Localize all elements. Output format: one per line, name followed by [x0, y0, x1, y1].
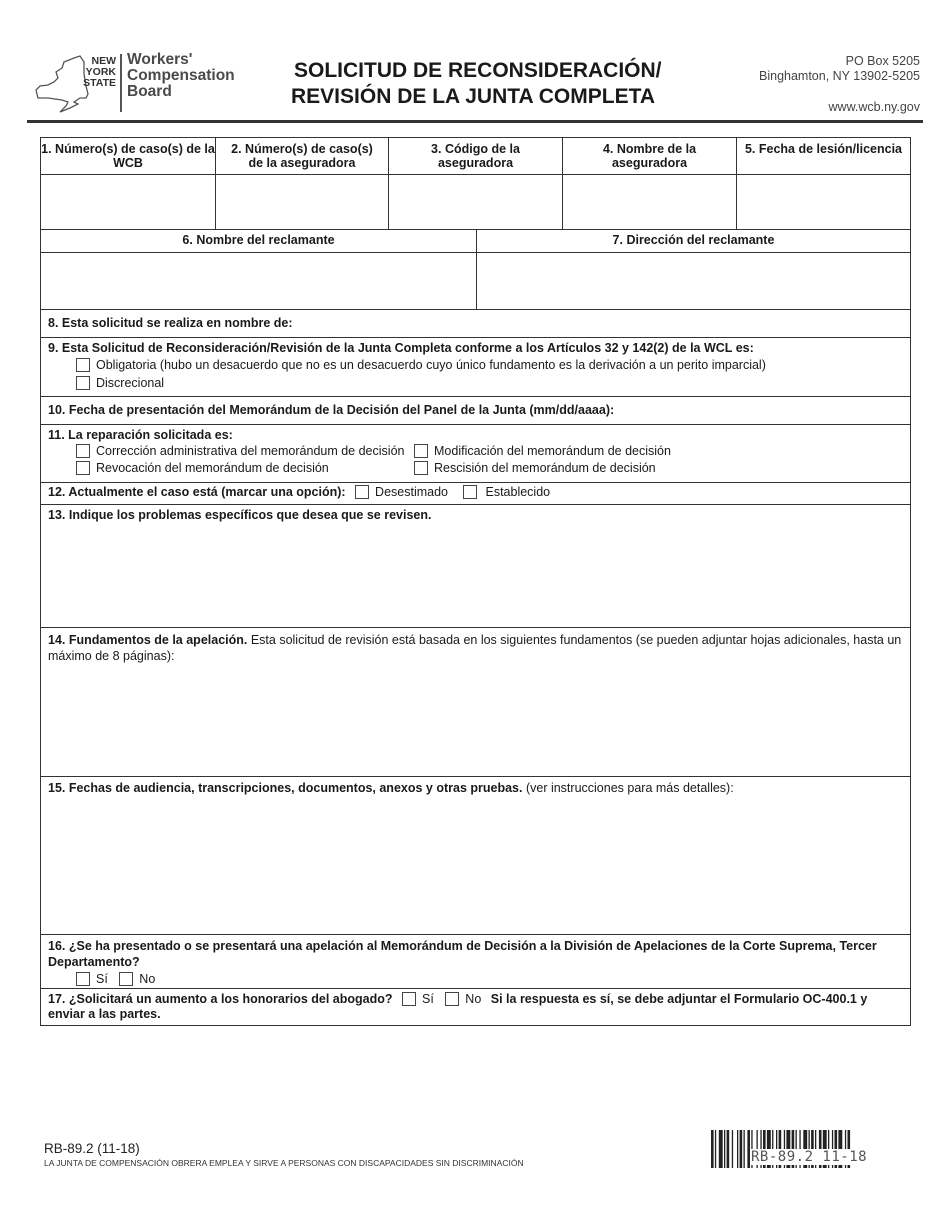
- wcb-case-number-header: 1. Número(s) de caso(s) de la WCB: [41, 138, 216, 174]
- relief-modification[interactable]: Modificación del memorándum de decisión: [414, 443, 671, 460]
- section-13-label: 13. Indique los problemas específicos que desea que se revisen.: [48, 508, 432, 522]
- section-16-label: 16. ¿Se ha presentado o se presentará una apelación al Memorándum de Decisión a la División de Apelaciones de la Corte Suprema, Tercer Departamento?: [48, 939, 877, 969]
- section-14-text: Esta solicitud de revisión está basada en los siguientes fundamentos (se pueden adjuntar hojas adicionales, hasta un máximo de 8 páginas):: [48, 633, 902, 663]
- case-established-option[interactable]: Establecido: [463, 485, 550, 499]
- section-10[interactable]: [40, 397, 911, 425]
- injury-date-field[interactable]: [737, 175, 910, 229]
- carrier-name-header: 4. Nombre de la aseguradora: [563, 138, 737, 174]
- mandatory-checkbox[interactable]: [76, 358, 90, 372]
- barcode-text: RB-89.2 11-18: [751, 1149, 868, 1165]
- logo-board-text: Workers' Compensation Board: [127, 51, 235, 100]
- section-11-label: 11. La reparación solicitada es:: [48, 428, 233, 442]
- section-9: [40, 338, 911, 397]
- wcb-logo: [34, 50, 244, 114]
- appeal-no-checkbox[interactable]: [119, 972, 133, 986]
- modification-checkbox[interactable]: [414, 444, 428, 458]
- form-header: [34, 50, 920, 118]
- appeal-yes-option[interactable]: Sí: [76, 972, 108, 986]
- carrier-case-number-header: 2. Número(s) de caso(s) de la aseguradora: [216, 138, 389, 174]
- carrier-code-header: 3. Código de la aseguradora: [389, 138, 563, 174]
- section-9-label: 9. Esta Solicitud de Reconsideración/Revisión de la Junta Completa conforme a los Artículos 32 y 142(2) de la WCL es:: [48, 341, 754, 355]
- section-12: [40, 483, 911, 505]
- fee-no-option[interactable]: No: [445, 992, 481, 1006]
- section-15[interactable]: [40, 777, 911, 935]
- section-17: [40, 989, 911, 1026]
- logo-divider: [120, 54, 122, 112]
- section-15-label: 15. Fechas de audiencia, transcripciones, documentos, anexos y otras pruebas.: [48, 781, 523, 795]
- section-16-options: [76, 970, 903, 988]
- appeal-no-option[interactable]: No: [119, 972, 155, 986]
- case-dismissed-option[interactable]: Desestimado: [355, 485, 448, 499]
- carrier-case-number-field[interactable]: [216, 175, 389, 229]
- admin-correction-checkbox[interactable]: [76, 444, 90, 458]
- section-9-option-mandatory[interactable]: Obligatoria (hubo un desacuerdo que no es un desacuerdo cuyo único fundamento es la derivación a un perito imparcial): [76, 356, 903, 374]
- relief-admin-correction[interactable]: Corrección administrativa del memorándum de decisión: [76, 443, 414, 460]
- section-14[interactable]: [40, 628, 911, 777]
- section-13[interactable]: [40, 505, 911, 628]
- established-checkbox[interactable]: [463, 485, 477, 499]
- non-discrimination-note: LA JUNTA DE COMPENSACIÓN OBRERA EMPLEA Y SIRVE A PERSONAS CON DISCAPACIDADES SIN DISCRIMINACIÓN: [44, 1158, 524, 1168]
- board-website[interactable]: www.wcb.ny.gov: [828, 100, 920, 114]
- section-8[interactable]: [40, 310, 911, 338]
- fee-no-checkbox[interactable]: [445, 992, 459, 1006]
- claimant-table: [40, 230, 911, 310]
- carrier-code-field[interactable]: [389, 175, 563, 229]
- discretionary-checkbox[interactable]: [76, 376, 90, 390]
- injury-date-header: 5. Fecha de lesión/licencia: [744, 142, 902, 156]
- section-17-label: 17. ¿Solicitará un aumento a los honorarios del abogado?: [48, 992, 393, 1006]
- section-17-note: Si la respuesta es sí, se debe adjuntar el Formulario OC-400.1 y enviar a las partes.: [48, 992, 868, 1021]
- board-address: PO Box 5205 Binghamton, NY 13902-5205: [759, 54, 920, 83]
- form-body: [40, 137, 911, 1026]
- form-code: RB-89.2 (11-18): [44, 1141, 140, 1156]
- relief-rescission[interactable]: Rescisión del memorándum de decisión: [414, 460, 671, 477]
- fee-yes-option[interactable]: Sí: [402, 992, 434, 1006]
- claimant-address-header: 7. Dirección del reclamante: [612, 233, 775, 247]
- relief-reversal[interactable]: Revocación del memorándum de decisión: [76, 460, 414, 477]
- rescission-checkbox[interactable]: [414, 461, 428, 475]
- case-info-table: [40, 137, 911, 230]
- form-title: SOLICITUD DE RECONSIDERACIÓN/ REVISIÓN DE LA JUNTA COMPLETA: [291, 59, 662, 108]
- section-11: [40, 425, 911, 483]
- logo-state-text: NEW YORK STATE: [83, 55, 116, 89]
- claimant-address-field[interactable]: [477, 253, 910, 309]
- header-rule: [27, 120, 923, 123]
- section-10-label: 10. Fecha de presentación del Memorándum de la Decisión del Panel de la Junta (mm/dd/aaaa):: [48, 403, 615, 417]
- section-8-label: 8. Esta solicitud se realiza en nombre de:: [48, 316, 293, 330]
- section-15-text: (ver instrucciones para más detalles):: [522, 781, 734, 795]
- section-9-option-discretionary[interactable]: Discrecional: [76, 374, 903, 392]
- fee-yes-checkbox[interactable]: [402, 992, 416, 1006]
- section-16: [40, 935, 911, 989]
- wcb-case-number-field[interactable]: [41, 175, 216, 229]
- claimant-name-field[interactable]: [41, 253, 477, 309]
- carrier-name-field[interactable]: [563, 175, 737, 229]
- reversal-checkbox[interactable]: [76, 461, 90, 475]
- appeal-yes-checkbox[interactable]: [76, 972, 90, 986]
- dismissed-checkbox[interactable]: [355, 485, 369, 499]
- section-12-label: 12. Actualmente el caso está (marcar una opción):: [48, 485, 346, 499]
- section-14-label: 14. Fundamentos de la apelación.: [48, 633, 248, 647]
- claimant-name-header: 6. Nombre del reclamante: [41, 230, 477, 252]
